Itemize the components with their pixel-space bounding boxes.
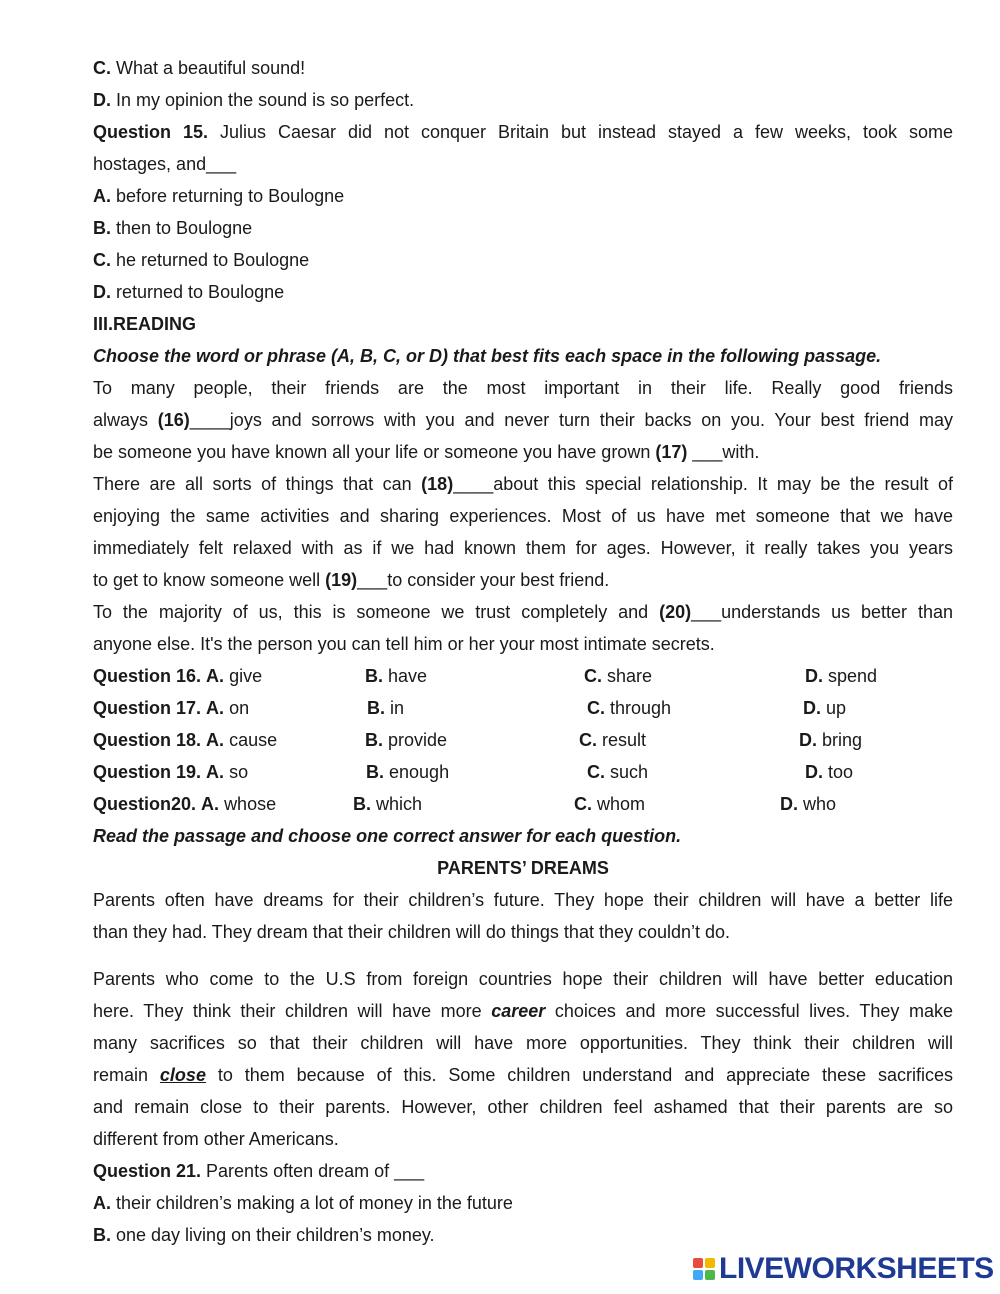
passage1-line: to get to know someone well (19)___to consider your best friend. — [93, 570, 610, 590]
option-a-q19: so — [229, 762, 249, 782]
question-17-row: Question 17. A. on B. in C. through D. up — [93, 698, 847, 718]
passage1-line: There are all sorts of things that can (18)____about this special relationship. It may be the result of — [93, 474, 953, 494]
passage1-line: enjoying the same activities and sharing experiences. Most of us have met someone that we have — [93, 506, 953, 526]
passage1-line: immediately felt relaxed with as if we had known them for ages. However, it really takes you years — [93, 538, 953, 558]
passage1-line: anyone else. It's the person you can tell him or her your most intimate secrets. — [93, 634, 715, 654]
paragraph-gap — [93, 948, 953, 963]
passage1-line: To the majority of us, this is someone we trust completely and (20)___understands us better than — [93, 602, 953, 622]
reading-instruction: Choose the word or phrase (A, B, C, or D) that best fits each space in the following passage. — [93, 346, 882, 366]
option-a-q18: cause — [229, 730, 278, 750]
question-15-stem: Question 15. Julius Caesar did not conquer Britain but instead stayed a few weeks, took some — [93, 122, 954, 142]
passage2-line: Parents often have dreams for their children’s future. They hope their children will have a better life — [93, 890, 953, 910]
passage2-title: PARENTS’ DREAMS — [437, 858, 609, 878]
option-c-q15: C. he returned to Boulogne — [93, 250, 310, 270]
passage1-line: To many people, their friends are the most important in their life. Really good friends — [93, 378, 953, 398]
passage2-instruction: Read the passage and choose one correct answer for each question. — [93, 826, 682, 846]
option-d-q18: bring — [822, 730, 863, 750]
question-16-row: Question 16. A. give B. have C. share D. spend — [93, 666, 878, 686]
option-c-q18: result — [602, 730, 647, 750]
option-a-q15: A. before returning to Boulogne — [93, 186, 345, 206]
question-18-row: Question 18. A. cause B. provide C. result D. bring — [93, 730, 863, 750]
option-d-q14: D. In my opinion the sound is so perfect. — [93, 90, 415, 110]
option-b-q20: which — [376, 794, 423, 814]
passage1-line: be someone you have known all your life or someone you have grown (17) ___with. — [93, 442, 760, 462]
passage1-line: always (16)____joys and sorrows with you and never turn their backs on you. Your best friend may — [93, 410, 953, 430]
option-a-q21: A. their children’s making a lot of money in the future — [93, 1193, 513, 1213]
section-heading-reading: III.READING — [93, 314, 197, 334]
option-c-q14: C. What a beautiful sound! — [93, 58, 306, 78]
option-c-q17: through — [610, 698, 672, 718]
emphasis-close: close — [159, 1065, 206, 1085]
option-a-q17: on — [229, 698, 250, 718]
question-19-row: Question 19. A. so B. enough C. such D. too — [93, 762, 854, 782]
option-b-q21: B. one day living on their children’s money. — [93, 1225, 435, 1245]
emphasis-career: career — [491, 1001, 546, 1021]
worksheet-page — [93, 52, 953, 1251]
option-c-q16: share — [607, 666, 653, 686]
option-a-q20: whose — [224, 794, 277, 814]
question-20-row: Question20. A. whose B. which C. whom D. who — [93, 794, 837, 814]
question-15-stem-cont: hostages, and___ — [93, 154, 237, 174]
option-c-q20: whom — [597, 794, 646, 814]
passage2-line: many sacrifices so that their children will have more opportunities. They think their children will — [93, 1033, 953, 1053]
passage2-line: remain close to them because of this. Some children understand and appreciate these sacrifices — [93, 1065, 953, 1085]
passage2-line: Parents who come to the U.S from foreign countries hope their children will have better education — [93, 969, 953, 989]
passage2-line: here. They think their children will have more career choices and more successful lives. They make — [93, 1001, 953, 1021]
logo-blocks-icon — [693, 1258, 715, 1280]
option-c-q19: such — [610, 762, 649, 782]
option-b-q18: provide — [388, 730, 448, 750]
liveworksheets-logo — [693, 1254, 994, 1284]
logo-text: LIVEWORKSHEETS — [719, 1252, 994, 1285]
option-d-q16: spend — [828, 666, 878, 686]
option-b-q16: have — [388, 666, 428, 686]
option-b-q17: in — [390, 698, 405, 718]
option-b-q19: enough — [389, 762, 450, 782]
option-d-q20: who — [803, 794, 837, 814]
option-b-q15: B. then to Boulogne — [93, 218, 253, 238]
question-21-stem: Question 21. Parents often dream of ___ — [93, 1161, 425, 1181]
option-a-q16: give — [229, 666, 263, 686]
passage2-line: different from other Americans. — [93, 1129, 339, 1149]
passage2-line: and remain close to their parents. However, other children feel ashamed that their parents are so — [93, 1097, 953, 1117]
option-d-q17: up — [826, 698, 847, 718]
passage2-line: than they had. They dream that their children will do things that they couldn’t do. — [93, 922, 731, 942]
option-d-q15: D. returned to Boulogne — [93, 282, 285, 302]
option-d-q19: too — [828, 762, 854, 782]
